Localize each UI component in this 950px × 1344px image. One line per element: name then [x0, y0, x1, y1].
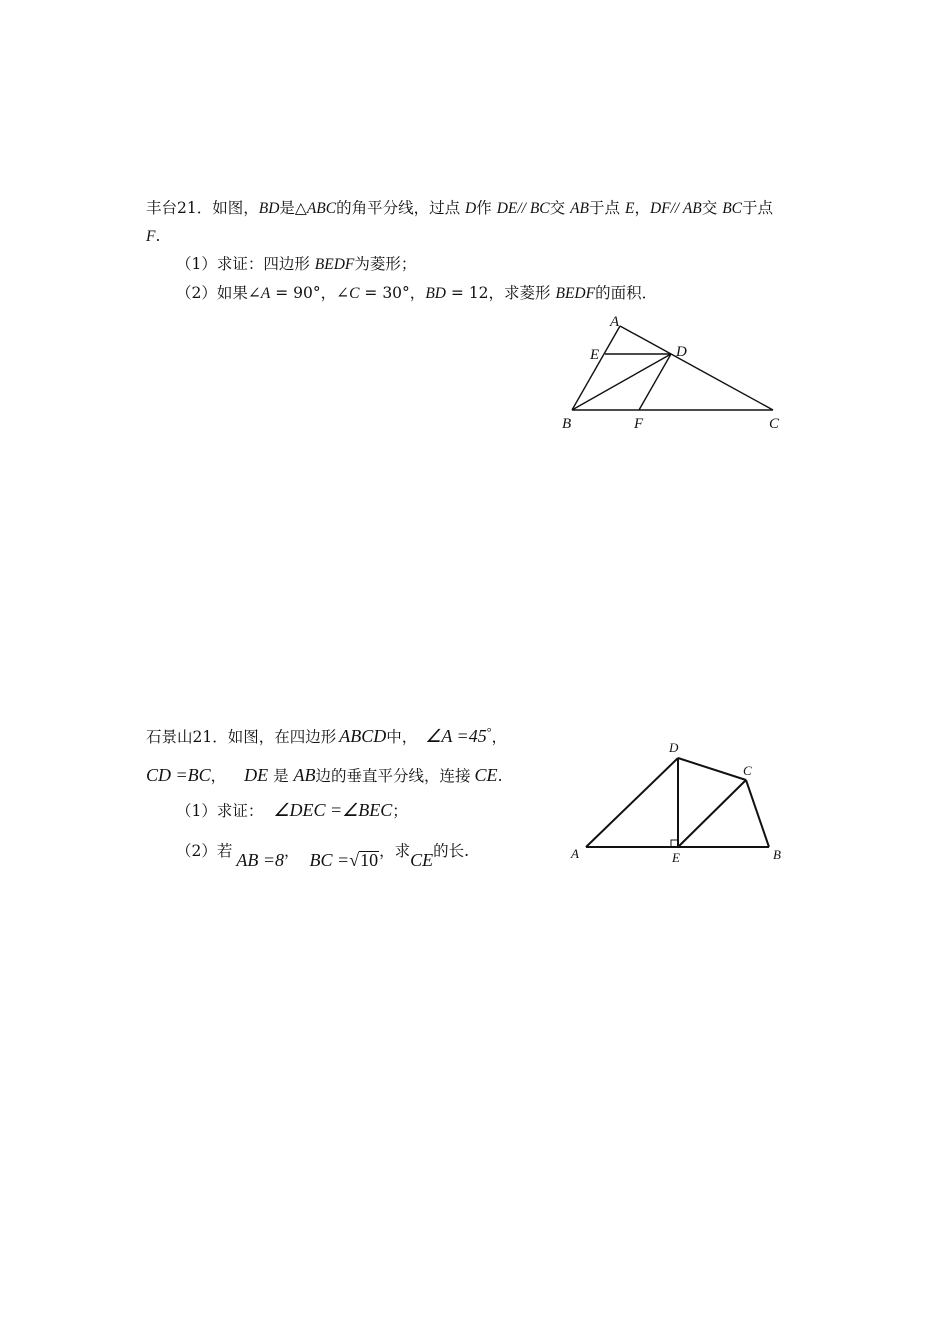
text: ，求 [379, 842, 411, 860]
text: 于点 [742, 199, 774, 217]
segment-ac [620, 326, 773, 410]
text: ， [634, 199, 650, 217]
segment-ad [586, 758, 678, 847]
text: 是△ [279, 199, 307, 217]
text: = 30°， [359, 284, 426, 302]
text-cd-eq-bc: CD =BC [146, 765, 211, 785]
label-e: E [590, 347, 600, 363]
text: ， [210, 767, 227, 785]
text: ， [491, 728, 508, 747]
text-angle-a: ∠A =45 [425, 726, 487, 747]
label-d: D [676, 344, 687, 360]
text-de-parallel-bc: DE// BC [496, 200, 550, 217]
text: = 12，求菱形 [445, 284, 556, 302]
text-df-parallel-ab: DF// AB [649, 200, 702, 217]
text-abcd: ABCD [339, 726, 387, 747]
text: 于点 [589, 199, 625, 217]
text: 中， [386, 728, 418, 747]
text: （1）求证：四边形 [176, 255, 315, 273]
problem2-figure [565, 738, 795, 868]
right-angle-mark [671, 840, 678, 847]
text-a: A [260, 285, 271, 302]
problem1-question1 [176, 254, 416, 275]
text-bedf: BEDF [555, 285, 596, 302]
text: （2）如果∠ [176, 284, 261, 302]
segment-cb [746, 780, 769, 847]
sqrt-sign: √ [349, 850, 360, 870]
text: 是 [268, 767, 294, 785]
text: 作 [476, 199, 497, 217]
label-c: C [743, 763, 752, 778]
text-degree: ° [486, 725, 492, 739]
text-bd: BD [425, 285, 446, 302]
text: ， [284, 842, 300, 860]
text-bedf: BEDF [314, 256, 355, 273]
problem1-line2 [146, 226, 160, 247]
text: 的角平分线，过点 [336, 199, 466, 217]
label-f: F [634, 416, 644, 432]
text: = 90°，∠ [270, 284, 350, 302]
text-abc: ABC [306, 200, 337, 217]
problem2-line2 [146, 765, 503, 786]
problem2-line1 [146, 722, 507, 747]
text-angle-equality: ∠DEC =∠BEC [273, 800, 393, 820]
text-ab-eq-8: AB =8 [236, 850, 285, 870]
text: （2）若 [176, 842, 233, 860]
label-a: A [571, 846, 579, 861]
segment-ec [678, 780, 746, 847]
label-b: B [773, 847, 781, 862]
label-c: C [769, 416, 780, 432]
segment-dc [678, 758, 746, 780]
segment-bd [572, 354, 671, 410]
text-sqrt-10: 10 [360, 850, 379, 870]
text-bc-eq: BC = [309, 850, 350, 870]
problem1-heading: 丰台21．如图， [146, 199, 259, 217]
text: 交 [549, 199, 571, 217]
text: 边的垂直平分线，连接 [315, 767, 471, 785]
label-d: D [669, 740, 679, 755]
problem1-line1 [146, 198, 773, 219]
label-e: E [672, 850, 680, 865]
text-e: E [624, 200, 635, 217]
text: 的面积． [595, 284, 658, 302]
problem2-question1 [176, 800, 408, 821]
text-f: F [146, 228, 156, 245]
segment-ab [572, 326, 620, 410]
problem2-question2 [176, 840, 470, 870]
text-ab: AB [293, 765, 316, 785]
text: 的长. [433, 842, 470, 860]
text: . [497, 767, 503, 785]
text-de: DE [244, 765, 269, 785]
text-bc: BC [722, 200, 743, 217]
text-c: C [349, 285, 360, 302]
text-d: D [465, 200, 477, 217]
label-b: B [562, 416, 572, 432]
text-bd: BD [258, 200, 280, 217]
text-ce: CE [474, 765, 498, 785]
problem1-question2 [176, 283, 657, 304]
text: 交 [701, 199, 723, 217]
label-a: A [610, 314, 620, 330]
problem2-heading: 石景山21．如图，在四边形 [146, 728, 337, 747]
text: 为菱形； [354, 255, 417, 273]
text-ab: AB [570, 200, 590, 217]
text: （1）求证： [176, 802, 264, 820]
text-ce: CE [410, 850, 434, 870]
problem1-figure [555, 310, 795, 440]
text: . [155, 227, 161, 245]
text: ； [392, 802, 408, 820]
